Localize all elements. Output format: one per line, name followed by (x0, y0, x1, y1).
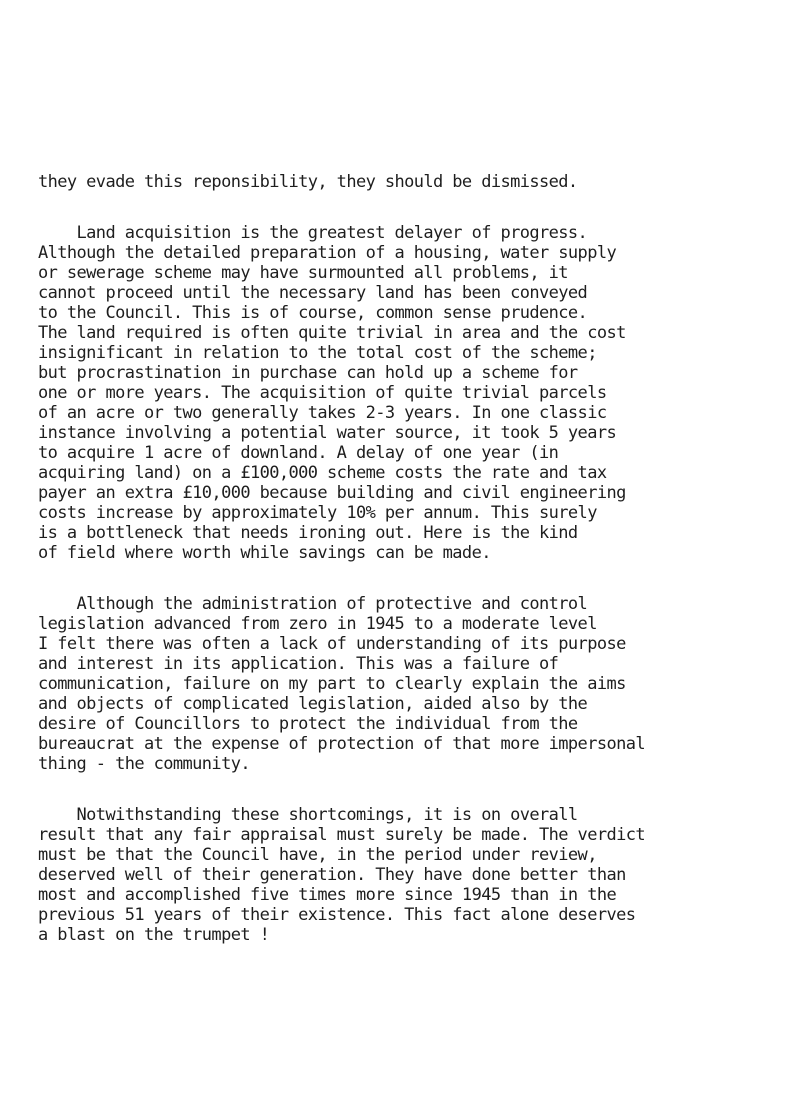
text-line: Land acquisition is the greatest delayer of progress. (38, 223, 588, 243)
text-line: is a bottleneck that needs ironing out. Here is the kind (38, 523, 578, 543)
text-line: to acquire 1 acre of downland. A delay of one year (in (38, 443, 559, 463)
text-line: they evade this reponsibility, they should be dismissed. (38, 172, 578, 192)
text-line: Notwithstanding these shortcomings, it is on overall (38, 805, 578, 825)
text-line: or sewerage scheme may have surmounted all problems, it (38, 263, 568, 283)
text-line: of field where worth while savings can be made. (38, 543, 491, 563)
text-line: bureaucrat at the expense of protection of that more impersonal (38, 734, 645, 754)
text-line: acquiring land) on a £100,000 scheme costs the rate and tax (38, 463, 607, 483)
text-line: payer an extra £10,000 because building and civil engineering (38, 483, 626, 503)
text-line: communication, failure on my part to clearly explain the aims (38, 674, 626, 694)
text-line: and interest in its application. This was a failure of (38, 654, 559, 674)
text-line: desire of Councillors to protect the individual from the (38, 714, 578, 734)
text-line: cannot proceed until the necessary land has been conveyed (38, 283, 588, 303)
text-line: most and accomplished five times more since 1945 than in the (38, 885, 617, 905)
text-line: insignificant in relation to the total cost of the scheme; (38, 343, 597, 363)
text-line: but procrastination in purchase can hold up a scheme for (38, 363, 578, 383)
text-line: and objects of complicated legislation, aided also by the (38, 694, 588, 714)
text-line: previous 51 years of their existence. This fact alone deserves (38, 905, 636, 925)
text-line: costs increase by approximately 10% per annum. This surely (38, 503, 597, 523)
text-line: must be that the Council have, in the period under review, (38, 845, 597, 865)
text-line: one or more years. The acquisition of quite trivial parcels (38, 383, 607, 403)
text-line: of an acre or two generally takes 2-3 years. In one classic (38, 403, 607, 423)
text-line: Although the detailed preparation of a housing, water supply (38, 243, 617, 263)
text-line: thing - the community. (38, 754, 250, 774)
text-line: legislation advanced from zero in 1945 to a moderate level (38, 614, 597, 634)
text-line: The land required is often quite trivial in area and the cost (38, 323, 626, 343)
text-line: instance involving a potential water source, it took 5 years (38, 423, 617, 443)
text-line: Although the administration of protective and control (38, 594, 588, 614)
text-line: a blast on the trumpet ! (38, 925, 270, 945)
text-line: deserved well of their generation. They have done better than (38, 865, 626, 885)
text-line: I felt there was often a lack of understanding of its purpose (38, 634, 626, 654)
text-line: result that any fair appraisal must surely be made. The verdict (38, 825, 645, 845)
text-line: to the Council. This is of course, common sense prudence. (38, 303, 588, 323)
